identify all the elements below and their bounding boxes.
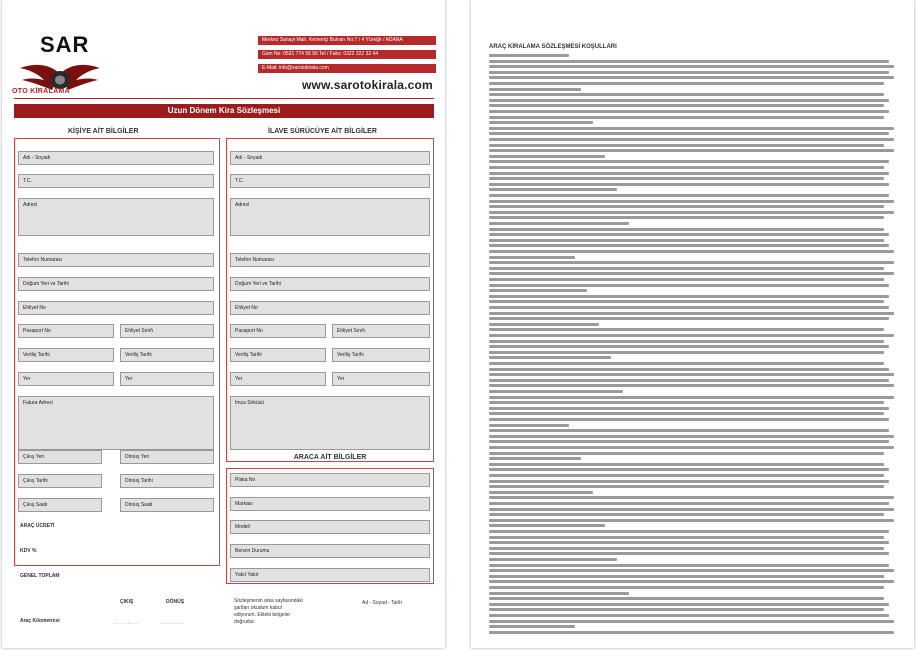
terms-text-line	[489, 452, 884, 455]
terms-text-line	[489, 396, 894, 399]
place-field-2[interactable]: Yer	[120, 372, 214, 386]
terms-text-line	[489, 429, 889, 432]
terms-text-line	[489, 312, 894, 315]
website-url: www.sarotokirala.com	[302, 78, 433, 92]
license-no-field[interactable]: Ehliyet No	[18, 301, 214, 315]
terms-text-line	[489, 272, 894, 275]
terms-text-line	[489, 104, 884, 107]
terms-text-line	[489, 620, 894, 623]
terms-text-line	[489, 323, 599, 326]
terms-text-line	[489, 597, 884, 600]
driver-phone-field[interactable]: Telefon Numarası	[230, 253, 430, 267]
name-field[interactable]: Adı - Soyadı	[18, 151, 214, 165]
terms-text-line	[489, 491, 593, 494]
terms-text-line	[489, 110, 889, 113]
terms-text-line	[489, 407, 889, 410]
vehicle-section-title: ARACA AİT BİLGİLER	[293, 454, 367, 461]
terms-text-line	[489, 127, 894, 130]
document-title: Uzun Dönem Kira Sözleşmesi	[14, 104, 434, 118]
terms-text-line	[489, 200, 894, 203]
terms-text-line	[489, 155, 605, 158]
terms-text-line	[489, 564, 889, 567]
terms-text-line	[489, 183, 889, 186]
exit-column-label: ÇIKIŞ	[120, 599, 134, 605]
terms-text-line	[489, 233, 889, 236]
terms-text-line	[489, 530, 889, 533]
driver-birth-field[interactable]: Doğum Yeri ve Tarihi	[230, 277, 430, 291]
driver-address-field[interactable]: Adresi	[230, 198, 430, 236]
terms-text-line	[489, 496, 894, 499]
contract-page-front	[2, 0, 445, 648]
terms-text-line	[489, 317, 889, 320]
address-field[interactable]: Adresi	[18, 198, 214, 236]
terms-text-line	[489, 244, 889, 247]
signature-note: Sözleşmenin arka sayfasındaki şartları okudum kabul ediyorum. Ekteki belgeler doğrudur.	[234, 598, 303, 625]
signature-label: Ad - Soyad - Tarih	[362, 600, 402, 606]
terms-text-line	[489, 295, 889, 298]
terms-text-line	[489, 132, 889, 135]
exit-date-field[interactable]: Çıkış Tarihi	[18, 474, 102, 488]
license-class-field[interactable]: Ehliyet Sınıfı	[120, 324, 214, 338]
terms-text-line	[489, 144, 884, 147]
driver-tc-field[interactable]: T.C.	[230, 174, 430, 188]
left-section-title: KİŞİYE AİT BİLGİLER	[68, 128, 139, 135]
birth-field[interactable]: Doğum Yeri ve Tarihi	[18, 277, 214, 291]
terms-text-line	[489, 351, 884, 354]
terms-text-line	[489, 485, 884, 488]
terms-text-line	[489, 384, 894, 387]
tc-field[interactable]: T.C.	[18, 174, 214, 188]
driver-passport-field[interactable]: Pasaport No	[230, 324, 326, 338]
logo-brand: SAR	[40, 32, 90, 57]
km-label: Araç Kilometresi	[20, 618, 60, 624]
terms-text-line	[489, 177, 884, 180]
phone-field[interactable]: Telefon Numarası	[18, 253, 214, 267]
terms-text-line	[489, 536, 884, 539]
terms-text-line	[489, 300, 884, 303]
terms-text-line	[489, 60, 889, 63]
terms-text-line	[489, 575, 884, 578]
return-place-field[interactable]: Dönüş Yeri	[120, 450, 214, 464]
terms-text-line	[489, 278, 884, 281]
terms-text-line	[489, 228, 884, 231]
terms-text-line	[489, 284, 889, 287]
terms-text-line	[489, 188, 617, 191]
brand-field[interactable]: Markası	[230, 497, 430, 511]
terms-text-line	[489, 99, 889, 102]
terms-text-line	[489, 480, 889, 483]
driver-place-field-2[interactable]: Yer	[332, 372, 430, 386]
terms-text-line	[489, 552, 889, 555]
terms-text-line	[489, 368, 889, 371]
issue-date-field[interactable]: Veriliş Tarihi	[18, 348, 114, 362]
terms-text-line	[489, 631, 894, 634]
contact-phone: Gsm No: 0531 774 56 56 Tel / Faks: 0322 322 32 44	[258, 50, 436, 59]
model-field[interactable]: Modeli	[230, 520, 430, 534]
terms-text-line	[489, 194, 889, 197]
driver-license-class-field[interactable]: Ehliyet Sınıfı	[332, 324, 430, 338]
fuel-field[interactable]: Benzin Durumu	[230, 544, 430, 558]
contact-address: Merkez Sanayi Mah. Kemeriçi Bulvarı No:7 / 4 Yüreğir / ADANA	[258, 36, 436, 45]
terms-text-line	[489, 340, 884, 343]
terms-text-line	[489, 267, 884, 270]
terms-text-line	[489, 172, 889, 175]
terms-text-line	[489, 345, 889, 348]
terms-text-line	[489, 440, 889, 443]
contact-email: E-Mail: info@sarotokirala.com	[258, 64, 436, 73]
terms-text-line	[489, 603, 889, 606]
terms-text-line	[489, 424, 569, 427]
driver-name-field[interactable]: Adı - Soyadı	[230, 151, 430, 165]
terms-text-line	[489, 116, 884, 119]
terms-text-line	[489, 412, 884, 415]
terms-text-line	[489, 334, 894, 337]
terms-text-line	[489, 569, 894, 572]
exit-time-field[interactable]: Çıkış Saati	[18, 498, 102, 512]
terms-text-line	[489, 580, 894, 583]
terms-text-line	[489, 250, 894, 253]
terms-text-line	[489, 541, 889, 544]
contract-page-terms	[471, 0, 914, 648]
terms-text-line	[489, 519, 894, 522]
terms-text-line	[489, 121, 593, 124]
issue-date-field-2[interactable]: Veriliş Tarihi	[120, 348, 214, 362]
terms-text-line	[489, 463, 884, 466]
terms-text-line	[489, 614, 889, 617]
terms-text-line	[489, 222, 629, 225]
driver-issue-date-field-2[interactable]: Veriliş Tarihi	[332, 348, 430, 362]
signature-circular-field[interactable]: İmza Sirküsü	[230, 396, 430, 450]
terms-text-line	[489, 93, 884, 96]
terms-text-line	[489, 547, 884, 550]
terms-text-line	[489, 306, 889, 309]
terms-text-line	[489, 457, 581, 460]
fee-label: ARAÇ ÜCRETİ	[20, 523, 55, 529]
terms-text-line	[489, 138, 894, 141]
right-section-title: İLAVE SÜRÜCÜYE AİT BİLGİLER	[268, 128, 377, 135]
driver-issue-date-field[interactable]: Veriliş Tarihi	[230, 348, 326, 362]
vat-label: KDV %	[20, 548, 37, 554]
exit-place-field[interactable]: Çıkış Yeri	[18, 450, 102, 464]
terms-text-line	[489, 390, 623, 393]
terms-text-line	[489, 474, 884, 477]
terms-text-line	[489, 362, 884, 365]
terms-text-line	[489, 166, 884, 169]
terms-text-line	[489, 160, 889, 163]
header-divider	[14, 98, 434, 99]
terms-text-line	[489, 356, 611, 359]
km-exit-line[interactable]: . . . . . . . . .	[114, 620, 138, 626]
terms-text-line	[489, 239, 884, 242]
driver-place-field[interactable]: Yer	[230, 372, 326, 386]
terms-text-line	[489, 418, 889, 421]
terms-text-line	[489, 513, 884, 516]
driver-license-no-field[interactable]: Ehliyet No	[230, 301, 430, 315]
place-field[interactable]: Yer	[18, 372, 114, 386]
terms-text-line	[489, 71, 889, 74]
return-time-field[interactable]: Dönüş Saati	[120, 498, 214, 512]
terms-text-line	[489, 625, 575, 628]
terms-text-line	[489, 149, 894, 152]
terms-text-line	[489, 256, 575, 259]
terms-text-line	[489, 205, 884, 208]
return-column-label: DÖNÜŞ	[166, 599, 185, 605]
terms-text-line	[489, 261, 894, 264]
terms-text-line	[489, 508, 894, 511]
terms-text-line	[489, 379, 889, 382]
terms-text-line	[489, 401, 884, 404]
fuel-level-field[interactable]: Yakıt Yakıt	[230, 568, 430, 582]
terms-text-line	[489, 216, 884, 219]
invoice-address-field[interactable]: Fatura Adresi	[18, 396, 214, 450]
terms-text-line	[489, 592, 629, 595]
passport-field[interactable]: Pasaport No	[18, 324, 114, 338]
terms-text-line	[489, 373, 894, 376]
terms-text-line	[489, 586, 884, 589]
km-return-line[interactable]: . . . . . . . . .	[160, 620, 184, 626]
terms-text-line	[489, 82, 884, 85]
return-date-field[interactable]: Dönüş Tarihi	[120, 474, 214, 488]
terms-text-line	[489, 468, 889, 471]
terms-text-line	[489, 88, 581, 91]
terms-text-line	[489, 65, 894, 68]
terms-text-line	[489, 76, 894, 79]
terms-text-line	[489, 558, 617, 561]
total-label: GENEL TOPLAM	[20, 573, 60, 579]
plate-field[interactable]: Plaka No	[230, 473, 430, 487]
terms-heading: ARAÇ KİRALAMA SÖZLEŞMESİ KOŞULLARI	[489, 44, 617, 50]
terms-text-line	[489, 54, 569, 57]
terms-text-line	[489, 608, 884, 611]
logo-subtitle: OTO KİRALAMA	[12, 88, 70, 95]
terms-text-line	[489, 524, 605, 527]
terms-text-line	[489, 446, 894, 449]
terms-text-line	[489, 502, 889, 505]
terms-text-line	[489, 211, 894, 214]
terms-text-line	[489, 328, 884, 331]
terms-text-line	[489, 435, 894, 438]
terms-text-line	[489, 289, 587, 292]
